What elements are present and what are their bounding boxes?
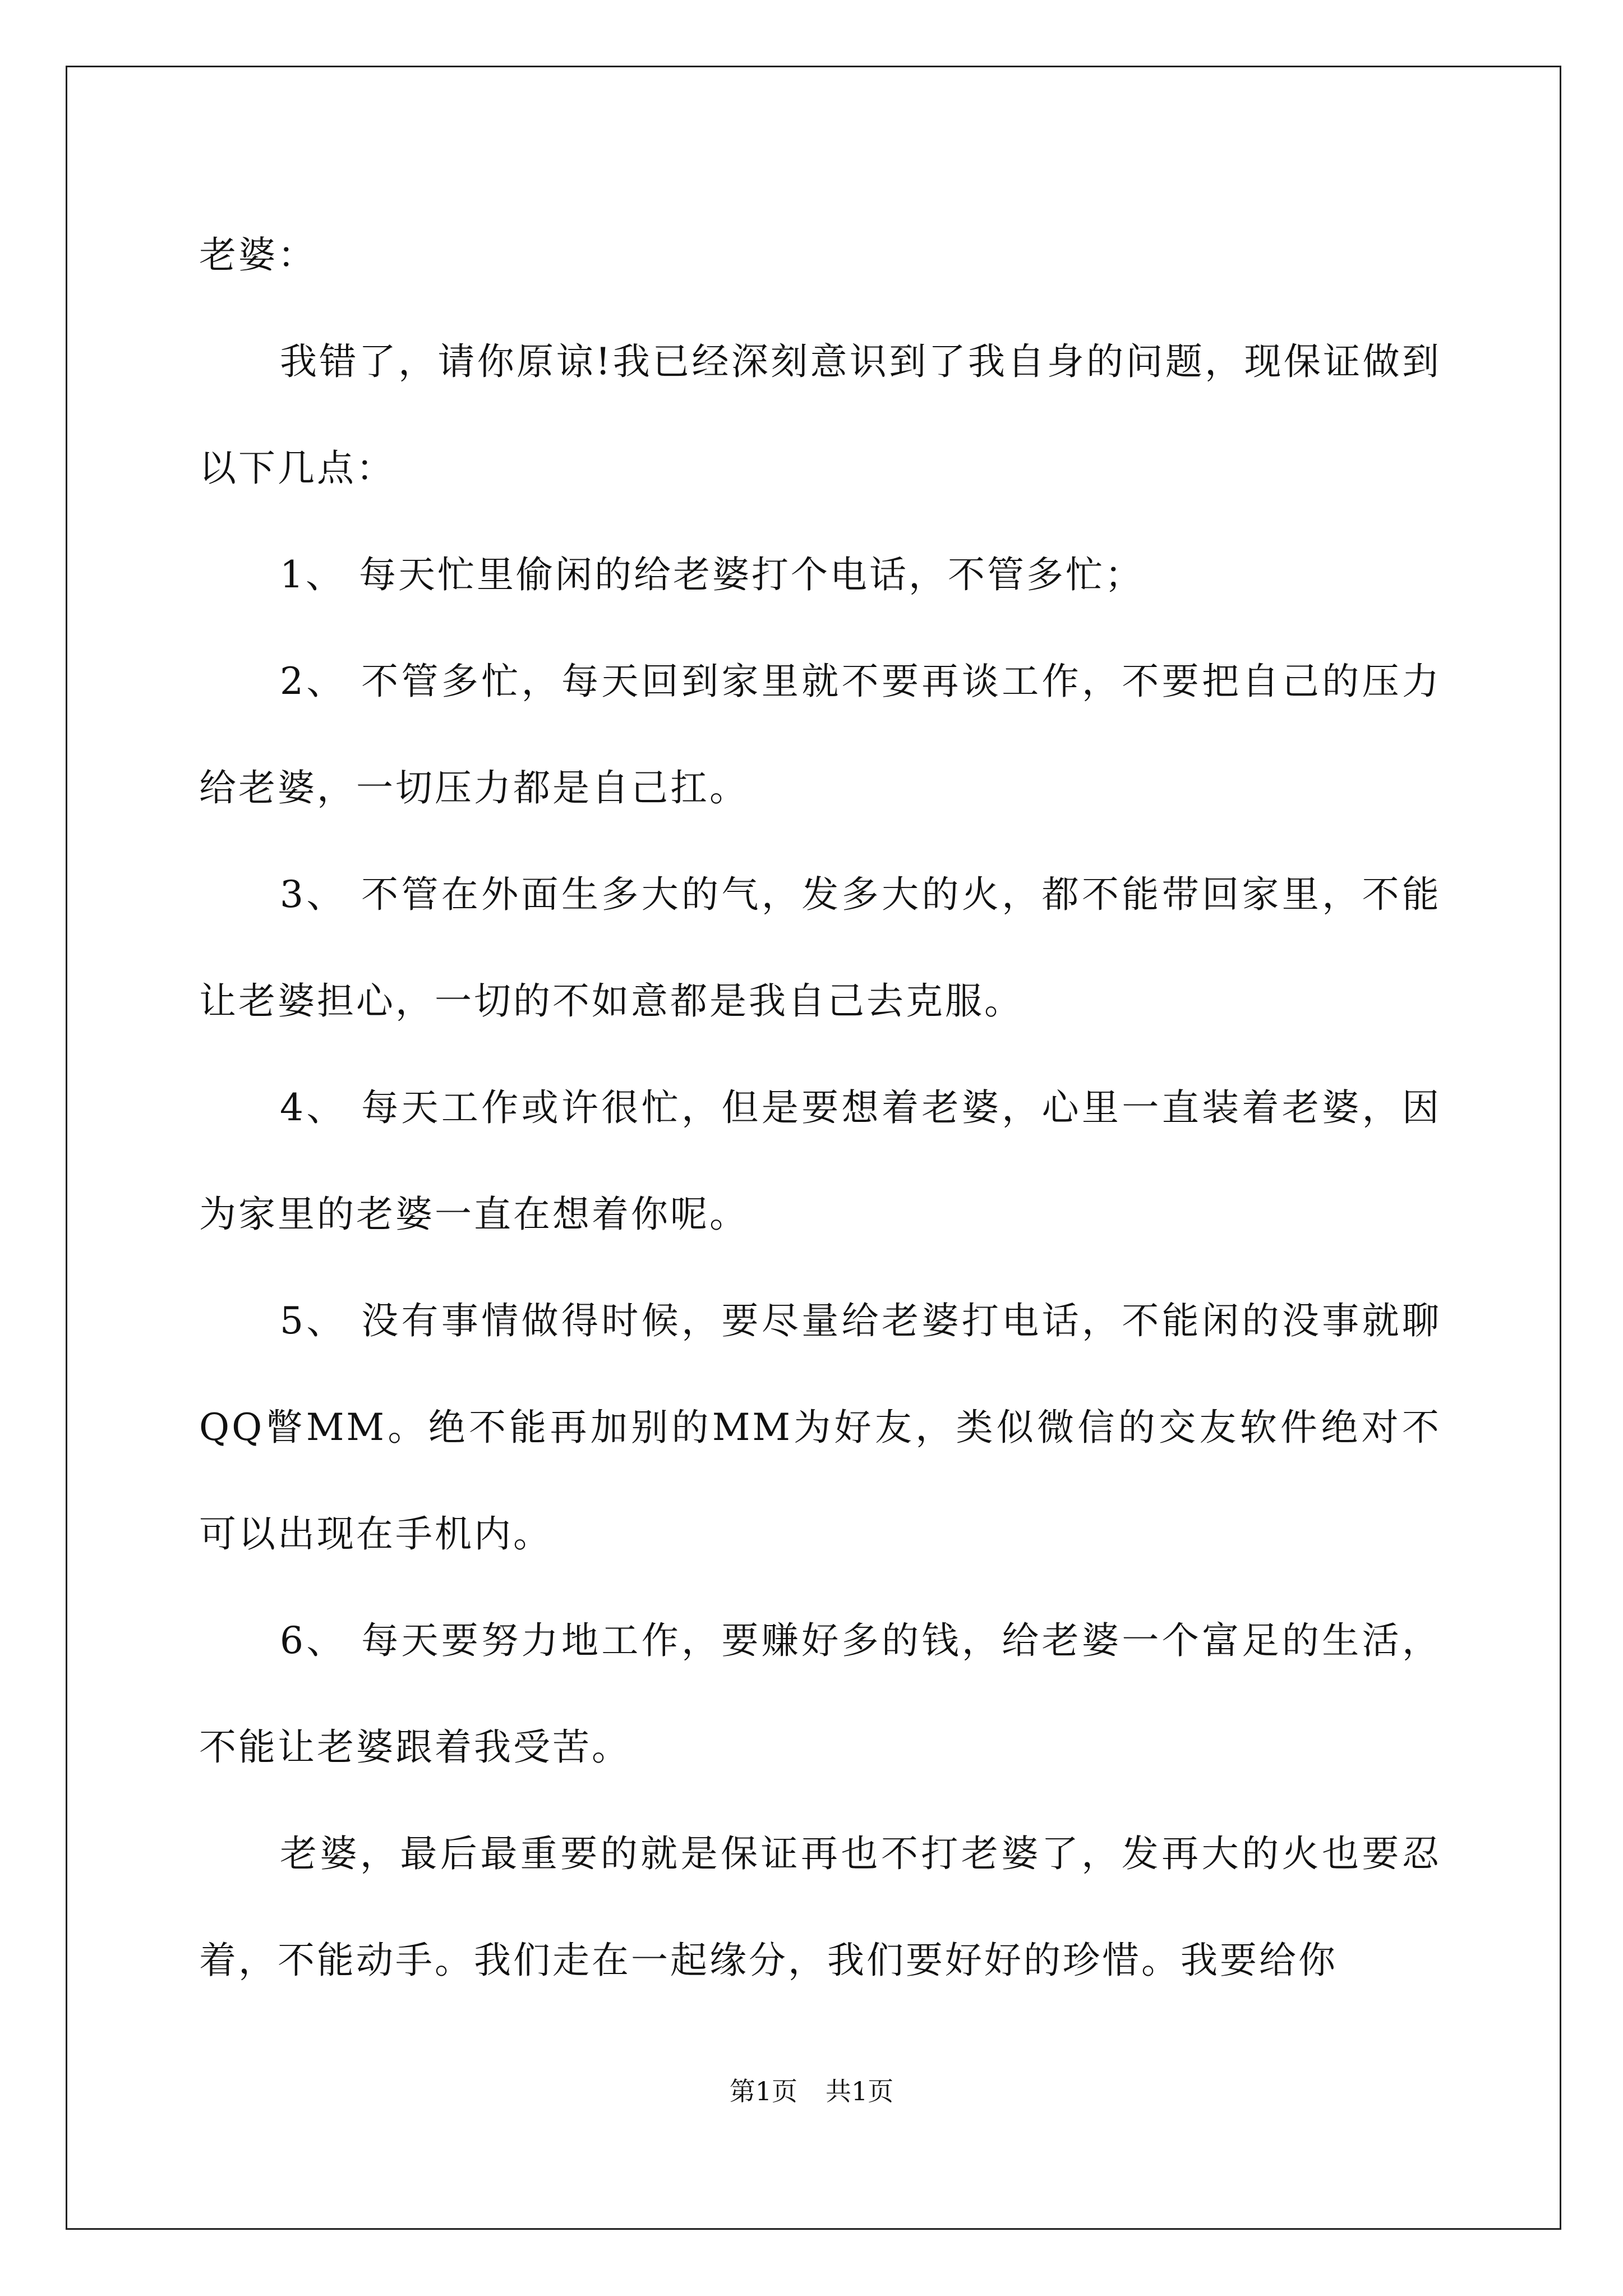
list-item [199, 522, 1441, 628]
item-number: 4、 [280, 1086, 362, 1129]
salutation: 老婆： [199, 233, 317, 277]
item-text: 每天工作或许很忙，但是要想着老婆，心里一直装着老婆，因为家里的老婆一直在想着你呢。 [199, 1086, 1442, 1236]
item-number: 2、 [280, 660, 362, 703]
item-number: 6、 [280, 1619, 362, 1662]
list-item [199, 1268, 1441, 1588]
page-footer [0, 2074, 1623, 2108]
letter-body [199, 202, 1441, 2014]
list-item [199, 1588, 1441, 1801]
item-text: 每天忙里偷闲的给老婆打个电话，不管多忙； [358, 553, 1144, 596]
item-number: 1、 [280, 553, 359, 596]
item-text: 没有事情做得时候，要尽量给老婆打电话，不能闲的没事就聊QQ瞥MM。绝不能再加别的MM为好友，类似微信的交友软件绝对不可以出现在手机内。 [199, 1299, 1442, 1556]
page-total: 共1页 [826, 2076, 894, 2106]
item-number: 3、 [280, 873, 362, 916]
item-text: 每天要努力地工作，要赚好多的钱，给老婆一个富足的生活，不能让老婆跟着我受苦。 [199, 1619, 1442, 1769]
item-number: 5、 [280, 1299, 362, 1342]
closing-paragraph: 老婆，最后最重要的就是保证再也不打老婆了，发再大的火也要忍着，不能动手。我们走在一起缘分，我们要好好的珍惜。我要给你 [199, 1832, 1441, 1982]
page-number: 第1页 [729, 2076, 797, 2106]
list-item [199, 628, 1441, 841]
list-item [199, 1055, 1441, 1268]
intro-paragraph: 我错了，请你原谅!我已经深刻意识到了我自身的问题，现保证做到以下几点： [199, 340, 1441, 490]
item-text: 不管多忙，每天回到家里就不要再谈工作，不要把自己的压力给老婆，一切压力都是自己扛。 [199, 660, 1442, 809]
list-item [199, 841, 1441, 1055]
item-text: 不管在外面生多大的气，发多大的火，都不能带回家里，不能让老婆担心，一切的不如意都是我自己去克服。 [199, 873, 1442, 1023]
